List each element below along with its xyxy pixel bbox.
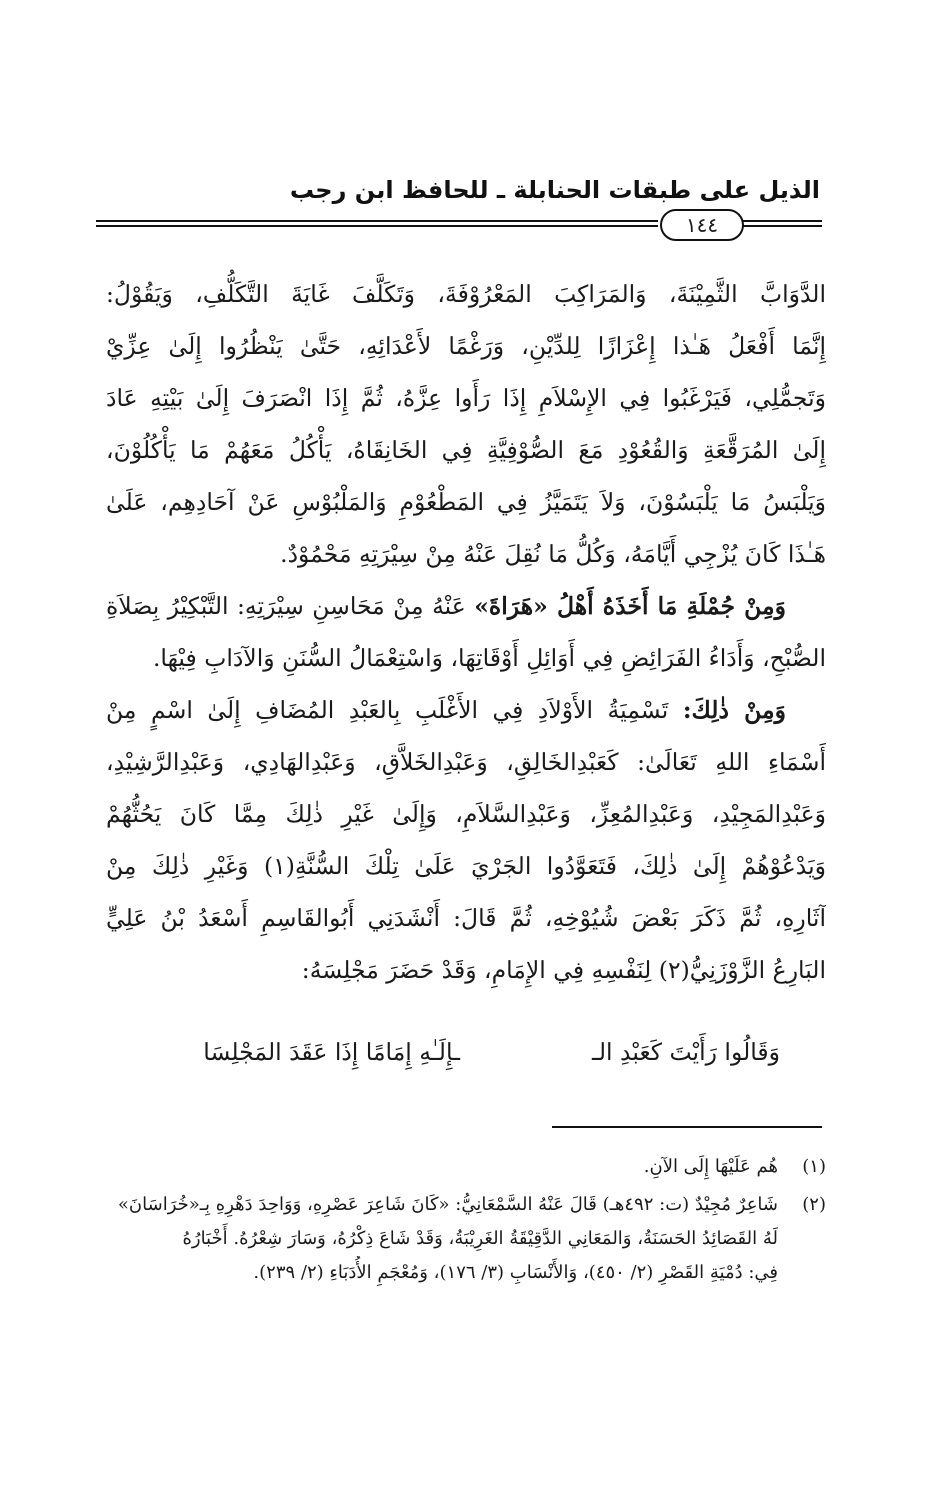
text-line: الصُّبْحِ، وَأَدَاءُ الفَرَائِضِ فِي أَوَائِلِ أَوْقَاتِهَا، وَاسْتِعْمَالُ السُّنَنِ وَالآدَابِ فِيْهَا. [152,644,826,672]
footnote-separator [552,1126,822,1128]
header-rule-right [742,220,822,227]
main-text [106,268,826,996]
text-line: إِنَّمَا أَفْعَلُ هَـٰذا إِعْزَازًا لِلدِّيْنِ، وَرَغْمًا لأَعْدَائِهِ، حَتَّىٰ يَنْظُرُوا إِلَىٰ عِزِّيْ [106,332,826,360]
text-line: آثَارِهِ، ثُمَّ ذَكَرَ بَعْضَ شُيُوْخِهِ، ثُمَّ قَالَ: أَنْشَدَنِي أَبُوالقَاسِمِ أَسْعَدُ بْنُ عَلِيٍّ [106,904,826,932]
verse-hemistich-first: وَقَالُوا رَأَيْتَ كَعَبْدِ الـ [592,1038,780,1066]
page-number: ١٤٤ [660,209,744,241]
paragraph-2-line-rest: عَنْهُ مِنْ مَحَاسِنِ سِيْرَتِهِ: التَّبْكِيْرُ بِصَلاَةِ [106,592,466,620]
text-line: الدَّوَابَّ الثَّمِيْنَةَ، وَالمَرَاكِبَ المَعْرُوْفَةَ، وَتَكَلَّفَ غَايَةَ التَّكَلُّفِ، وَيَقُوْلُ: [106,280,826,308]
footnote-line: لَهُ القَصَائِدُ الحَسَنَةُ، وَالمَعَانِي الدَّقِيْقَةُ الغَرِيْبَةُ، وَقَدْ شَاعَ ذِكْرُهُ، وَسَارَ شِعْرُهُ. أَخْبَارُهُ [182,1228,778,1249]
paragraph-3-lead: وَمِنْ ذٰلِكَ: [682,696,786,724]
footnote-line: هُم عَلَيْهَا إِلَى الآنِ. [643,1156,778,1177]
footnote [106,1150,826,1184]
footnotes [106,1150,826,1294]
footnote-line: فِي: دُمْيَةِ القَصْرِ (٢/ ٤٥٠)، وَالأَنْسَابِ (٣/ ١٧٦)، وَمُعْجَمِ الأُدَبَاءِ (٢/ ٢٣٩). [253,1262,778,1283]
verse [180,1026,780,1078]
text-line: إِلَىٰ المُرَقَّعَةِ وَالقُعُوْدِ مَعَ الصُّوْفِيَّةِ فِي الخَانِقَاهُ، يَأْكُلُ مَعَهُمْ مَا يَأْكُلُوْنَ، [106,436,826,464]
footnote-body [106,1188,778,1290]
footnote [106,1188,826,1290]
text-line: البَارِعُ الزَّوْزَنِيُّ(٢) لِنَفْسِهِ فِي الإِمَامِ، وَقَدْ حَضَرَ مَجْلِسَهُ: [301,956,826,984]
footnote-body [106,1150,778,1184]
text-line: وَيَلْبَسُ مَا يَلْبَسُوْنَ، وَلاَ يَتَمَيَّزُ فِي المَطْعُوْمِ وَالمَلْبُوْسِ عَنْ آحَادِهِم، عَلَىٰ [106,488,826,516]
paragraph-3-line-rest: تَسْمِيَةُ الأَوْلاَدِ فِي الأَغْلَبِ بِالعَبْدِ المُضَافِ إِلَىٰ اسْمٍ مِنْ [106,696,669,724]
running-title: الذيل على طبقات الحنابلة ـ للحافظ ابن رجب [289,176,820,204]
verse-hemistich-second: ـإِلَـٰهِ إِمَامًا إِذَا عَقَدَ المَجْلِسَا [203,1038,460,1066]
paragraph-3-first-line [106,684,826,736]
paragraph-2-first-line [106,580,826,632]
text-line: أَسْمَاءِ اللهِ تَعَالَىٰ: كَعَبْدِالخَالِقِ، وَعَبْدِالخَلاَّقِ، وَعَبْدِالهَادِي، وَعَبْدِالرَّشِيْدِ، [106,748,826,776]
paragraph-2-lead: وَمِنْ جُمْلَةِ مَا أَخَذَهُ أَهْلُ «هَرَاةَ» [474,592,786,620]
text-line: وَتَجمُّلِي، فَيَرْغَبُوا فِي الإِسْلاَمِ إِذَا رَأَوا عِزَّهُ، ثُمَّ إِذَا انْصَرَفَ إِلَىٰ بَيْتِهِ عَادَ [106,384,826,412]
text-line: هَـٰذَا كَانَ يُزْجِي أَيَّامَهُ، وَكُلُّ مَا نُقِلَ عَنْهُ مِنْ سِيْرَتِهِ مَحْمُوْدٌ. [280,540,826,568]
header-rule-left [96,220,658,227]
text-line: وَعَبْدِالمَجِيْدِ، وَعَبْدِالمُعِزِّ، وَعَبْدِالسَّلاَمِ، وَإِلَىٰ غَيْرِ ذٰلِكَ مِمَّا كَانَ يَحُثُّهُمْ [106,800,826,828]
footnote-number: (٢) [802,1194,826,1215]
footnote-number: (١) [802,1156,826,1177]
footnote-line: شَاعِرٌ مُجِيْدٌ (ت: ٤٩٢هـ) قَالَ عَنْهُ السَّمْعَانِيُّ: «كَانَ شَاعِرَ عَصْرِهِ، وَوَاحِدَ دَهْرِهِ بِـ«خُرَاسَانَ» [117,1194,778,1215]
text-line: وَيَدْعُوْهُمْ إِلَىٰ ذٰلِكَ، فَتَعَوَّدُوا الجَرْيَ عَلَىٰ تِلْكَ السُّنَّةِ(١) وَغَيْرِ ذٰلِكَ مِنْ [106,852,826,880]
